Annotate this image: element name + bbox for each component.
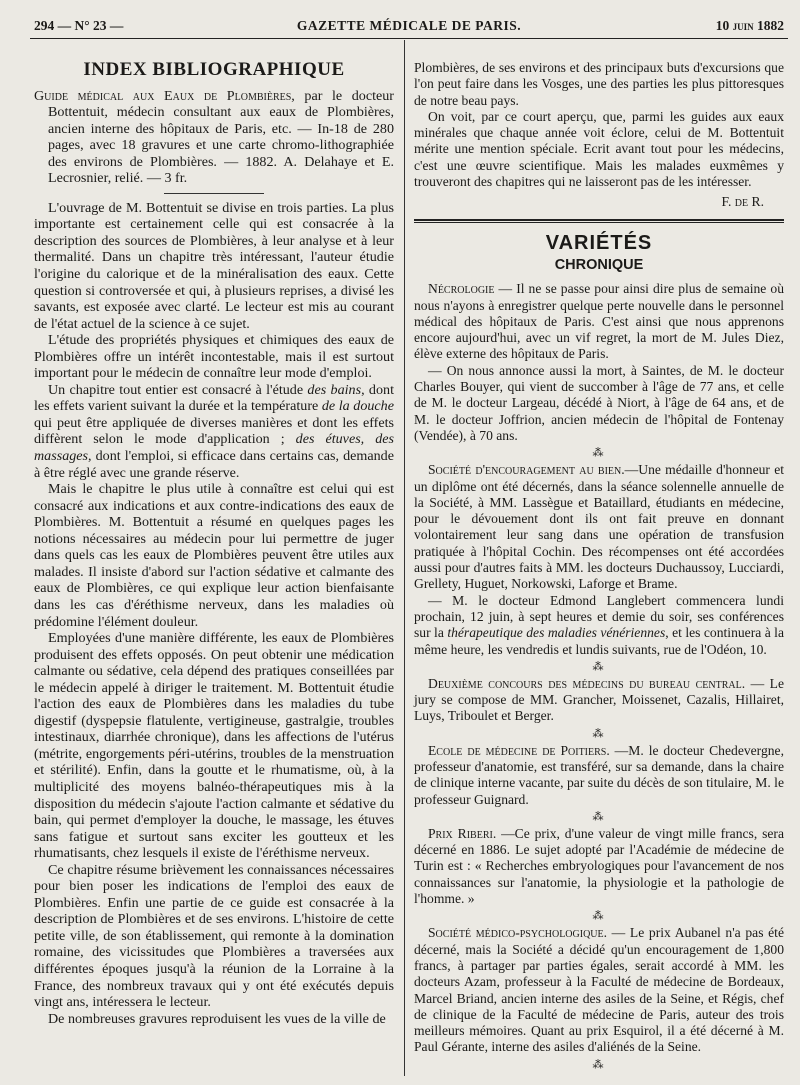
text-run: , dont l'emploi, si efficace dans certains cas, demande à être réglé avec une grande réserve. [34, 448, 394, 481]
news-body: —Une médaille d'honneur et un diplôme ont été décernés, dans la séance solennelle annuelle de la Société, à MM. Lassègue et Bataillard, étudiants en médecine, pour le dévouement dont ils ont fait preuve en donnant volontairement leur sang dans une opération de transfusion pratiquée à l'hôpital Cochin. Des récompenses ont été accordées aussi pour d'autres faits à MM. les docteurs Duchaussoy, Lucciardi, Grellety, Huguet, Norkowski, Laforge et Brame. [414, 462, 785, 592]
text-run: qui peut être appliquée de diverses manières et dont les effets diffèrent selon le mode d'application ; [34, 414, 394, 448]
paragraph: L'étude des propriétés physiques et chimiques des eaux de Plombières offre un intérêt incontestable, mais il est surtout important pour le médecin de connaître leur mode d'emploi. [34, 332, 394, 382]
paragraph [34, 382, 394, 481]
short-rule [164, 193, 264, 194]
news-item [414, 462, 784, 592]
header-rule [30, 38, 788, 39]
text-run: Un chapitre tout entier est consacré à l'étude [48, 381, 308, 398]
left-column [34, 59, 395, 1027]
column-divider [404, 40, 405, 1076]
page-header [34, 14, 784, 36]
text-run: — M. le docteur Edmond Langlebert commencera lundi prochain, 12 juin, à sept heures et demie du soir, ses conférences sur la [414, 592, 784, 641]
news-heading: Ecole de médecine de Poitiers. [428, 742, 610, 758]
news-body: —Ce prix, d'une valeur de vingt mille francs, sera décerné en 1886. Le sujet adopté par l'Académie de médecine de Turin est : « Recherches embryologiques pour l'avancement de nos connaissances sur l'anatomie, la physiologie et la pathologie de l'homme. » [414, 825, 784, 907]
news-body: — Le prix Aubanel n'a pas été décerné, mais la Société a décidé qu'un encouragement de 1,800 francs, à partager par parties égales, serait accordé à MM. les docteurs Azam, professeur à la Faculté de médecine de Bordeaux, Marcel Briand, ancien interne des asiles de la Seine, et Régis, chef de clinique de la Faculté de médecine de Paris, auteur des trois meilleurs mémoires. Quant au prix Esquirol, il a été décerné à M. Paul Gérante, interne des asiles d'aliénés de la Seine. [414, 925, 784, 1055]
paragraph: L'ouvrage de M. Bottentuit se divise en trois parties. La plus importante est certainement celle qui est consacrée à la description des sources de Plombières, à leur analyse et à leur thermalité. Dans un chapitre très intéressant, l'auteur étudie l'origine du calorique et de la minéralisation des eaux. Cette question si controversée et qui, à plusieurs reprises, a divisé les savants, est exposée avec clarté. Le lecteur est mis au courant de l'état actuel de la science à ce sujet. [34, 199, 394, 332]
paragraph: De nombreuses gravures reproduisent les vues de la ville de [48, 1010, 386, 1027]
italic-run: de la douche [321, 398, 394, 415]
news-item [414, 743, 784, 808]
separator-asterism: ⁂ [592, 447, 606, 460]
news-heading: Prix Riberi. [428, 825, 497, 841]
paragraph: Mais le chapitre le plus utile à connaître est celui qui est consacré aux indications et aux contre-indications des eaux de Plombières. M. Bottentuit a résumé en quelques pages les notions nécessaires au médecin pour lui permettre de juger dans quels cas les eaux de Plombières peuvent être utiles aux malades. Il insiste d'abord sur l'action sédative et calmante des eaux de Plombières, ce qui explique leur action bienfaisante dans les cas d'éréthisme nerveux, dans les maladies où prédomine l'élément douleur. [34, 481, 394, 630]
text-run: , dont les effets varient suivant la durée et la température [34, 381, 394, 415]
page-number: 294 — N° 23 — [34, 18, 124, 33]
separator-asterism: ⁂ [592, 910, 606, 923]
separator-asterism: ⁂ [592, 660, 606, 673]
news-item [414, 826, 784, 907]
section-title-varietes: VARIÉTÉS [545, 231, 653, 254]
journal-title: GAZETTE MÉDICALE DE PARIS. [296, 18, 522, 33]
news-heading: Société d'encouragement au bien. [428, 462, 625, 478]
paragraph: On voit, par ce court aperçu, que, parmi les guides aux eaux minérales que chaque année voit éclore, celui de M. Bottentuit mérite une mention spéciale. Ecrit avant tout pour les médecins, c'est une œuvre scientifique. Mais les malades euxmêmes y trouveront des chapitres qui ne laisseront pas de les intéresser. [414, 108, 784, 190]
separator-asterism: ⁂ [592, 810, 606, 823]
news-body: —M. le docteur Chedevergne, professeur d'anatomie, est transféré, sur sa demande, dans la chaire de clinique interne vacante, par suite du décès de son titulaire, M. le professeur Guignard. [414, 742, 784, 807]
text-run: , et les continuera à la même heure, les vendredis et lundis suivants, rue de l'Odéon, 10. [414, 625, 784, 657]
italic-run: des étuves, des massages [34, 431, 394, 465]
section-title-index: INDEX BIBLIOGRAPHIQUE [83, 59, 345, 80]
subsection-title-chronique: CHRONIQUE [554, 256, 644, 273]
news-item [414, 676, 784, 725]
news-body: — Le jury se compose de MM. Grancher, Moissenet, Cazalis, Hillairet, Luys, Triboulet et Berger. [414, 675, 784, 724]
bib-details: par le docteur Bottentuit, médecin consultant aux eaux de Plombières, ancien interne des hôpitaux de Paris, etc. — In-18 de 280 pages, avec 18 gravures et une carte chromo-lithographiée des environs de Plombières. — 1882. A. Delahaye et E. Lecrosnier, relié. — 3 fr. [48, 87, 395, 187]
right-column [414, 60, 784, 1074]
separator-asterism: ⁂ [592, 1058, 606, 1071]
italic-run: thérapeutique des maladies vénériennes [447, 625, 666, 641]
news-item [414, 925, 784, 1055]
news-item: — On nous annonce aussi la mort, à Saintes, de M. le docteur Charles Bouyer, qui vient de succomber à l'âge de 77 ans, et celle de M. le docteur Largeau, décédé à Niort, à l'âge de 64 ans, et de M. le docteur Joffrion, ancien médecin de l'hôpital de Fontenay (Vendée), à 70 ans. [414, 362, 784, 443]
news-body: — Il ne se passe pour ainsi dire plus de semaine où nous n'ayons à enregistrer quelque perte nouvelle dans le personnel médical des hôpitaux de Paris. C'est ainsi que nous apprenons encore aujourd'hui, avec un vif regret, la mort de M. Jules Diez, élève externe des hôpitaux de Paris. [414, 281, 784, 362]
section-rule [414, 219, 784, 223]
paragraph: Employées d'une manière différente, les eaux de Plombières produisent des effets opposés. On peut obtenir une médication calmante ou sédative, cela dépend des pratiques conseillées par le médecin appelé à diriger le traitement. M. Bottentuit étudie l'action des eaux de Plombières dans les maladies du tube digestif (dyspepsie flatulente, vertigineuse, gastralgie, troubles intestinaux, diarrhée chronique), dans les affections de l'utérus (métrite, engorgements péri-utérins, troubles de la menstruation et stérilité). Enfin, dans la goutte et le rhumatisme, où, à la multiplicité des moyens balnéo-thérapeutiques mis à la disposition du médecin s'ajoute l'action calmante et sédative du bain, qui permet d'employer la douche, le massage, les étuves sans fatigue et surtout sans exciter les goutteux et les rhumatisants, chez lesquels il existe de l'éréthisme nerveux. [34, 630, 394, 862]
signature: F. de R. [721, 194, 764, 210]
bib-title: Guide médical aux Eaux de Plombières, [34, 87, 295, 104]
news-heading: Deuxième concours des médecins du bureau central. [428, 675, 746, 691]
news-heading: Nécrologie [428, 281, 495, 297]
separator-asterism: ⁂ [592, 727, 606, 740]
paragraph: Ce chapitre résume brièvement les connaissances nécessaires pour bien poser les indications de l'emploi des eaux de Plombières. Enfin une partie de ce guide est consacrée à la description de Plombières et de ses environs. L'histoire de cette petite ville, de son établissement, qui remonte à la domination romaine, des vicissitudes que Plombières a traversées aux différentes époques jusqu'à la réunion de la Lorraine à la France, des nombreux travaux qui y ont été exécutés depuis vingt ans, intéressera le lecteur. [34, 861, 394, 1011]
issue-date: 10 juin 1882 [715, 18, 784, 33]
paragraph: Plombières, de ses environs et des principaux buts d'excursions que l'on peut faire dans les Vosges, une des parties les plus pittoresques de notre beau pays. [414, 60, 784, 108]
news-item [414, 281, 784, 362]
italic-run: des bains [307, 381, 362, 398]
bibliographic-entry [34, 88, 394, 187]
news-item [414, 593, 784, 658]
news-heading: Société médico-psychologique. [428, 925, 608, 941]
